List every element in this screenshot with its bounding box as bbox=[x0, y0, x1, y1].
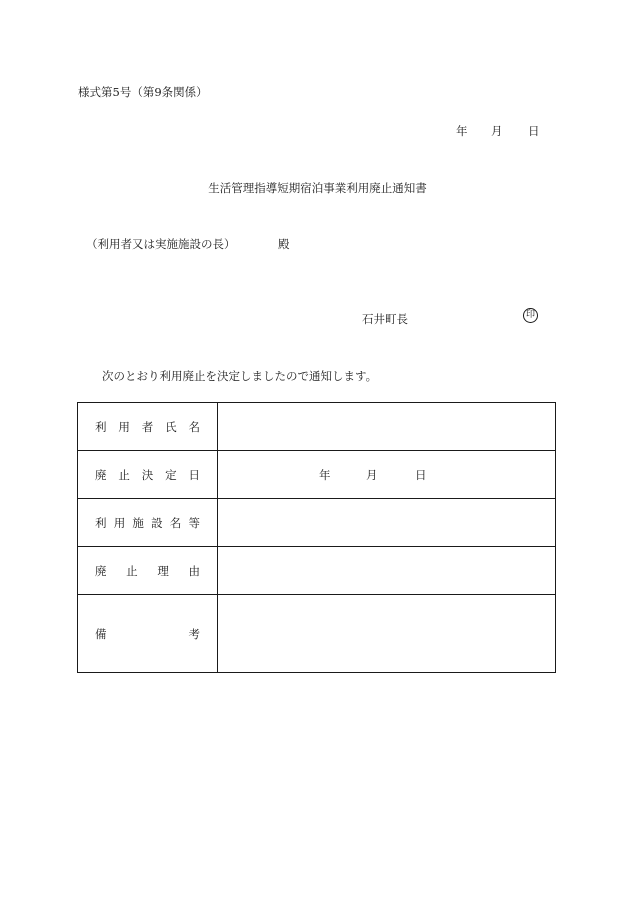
label-char: 考 bbox=[188, 626, 200, 641]
label-char: 名 bbox=[188, 419, 200, 434]
row-label-facility-name bbox=[78, 499, 218, 547]
label-char: 氏 bbox=[165, 419, 177, 434]
label-char: 利 bbox=[95, 419, 107, 434]
label-char: 名 bbox=[169, 515, 182, 530]
date-day-label: 日 bbox=[528, 124, 540, 138]
date-month-label: 月 bbox=[491, 124, 503, 138]
table-row bbox=[78, 451, 556, 499]
user-name-value-cell[interactable] bbox=[218, 403, 556, 451]
row-label-user-name bbox=[78, 403, 218, 451]
decision-date-month: 月 bbox=[366, 467, 378, 482]
label-char: 止 bbox=[118, 467, 130, 482]
form-number: 様式第5号（第9条関係） bbox=[78, 85, 208, 99]
label-char: 止 bbox=[126, 563, 138, 578]
reason-value-cell[interactable] bbox=[218, 547, 556, 595]
sender-label: 石井町長 bbox=[362, 312, 408, 326]
row-label-reason bbox=[78, 547, 218, 595]
decision-date-value-cell[interactable] bbox=[218, 451, 556, 499]
label-char: 用 bbox=[118, 419, 130, 434]
table-row bbox=[78, 595, 556, 673]
table-row bbox=[78, 547, 556, 595]
label-char: 廃 bbox=[95, 563, 107, 578]
label-char: 利 bbox=[95, 515, 107, 530]
table-row bbox=[78, 499, 556, 547]
row-label-decision-date bbox=[78, 451, 218, 499]
label-char: 定 bbox=[165, 467, 177, 482]
date-year-label: 年 bbox=[456, 124, 468, 138]
label-char: 廃 bbox=[95, 467, 107, 482]
label-char: 日 bbox=[188, 467, 200, 482]
info-table bbox=[77, 402, 556, 673]
label-char: 施 bbox=[132, 515, 144, 530]
label-char: 決 bbox=[141, 467, 154, 482]
row-label-remarks bbox=[78, 595, 218, 673]
label-char: 由 bbox=[188, 563, 200, 578]
label-char: 設 bbox=[151, 515, 163, 530]
label-char: 用 bbox=[113, 515, 126, 530]
document-title: 生活管理指導短期宿泊事業利用廃止通知書 bbox=[208, 181, 427, 195]
label-char: 備 bbox=[95, 626, 107, 641]
body-text: 次のとおり利用廃止を決定しましたので通知します。 bbox=[102, 369, 378, 383]
remarks-value-cell[interactable] bbox=[218, 595, 556, 673]
decision-date-year: 年 bbox=[319, 467, 331, 482]
label-char: 者 bbox=[141, 419, 154, 434]
table-row bbox=[78, 403, 556, 451]
seal-mark: 印 bbox=[523, 308, 538, 323]
addressee-honorific: 殿 bbox=[278, 237, 290, 251]
decision-date-day: 日 bbox=[415, 467, 427, 482]
label-char: 等 bbox=[188, 515, 200, 530]
facility-name-value-cell[interactable] bbox=[218, 499, 556, 547]
addressee-label: （利用者又は実施施設の長） bbox=[86, 237, 236, 251]
label-char: 理 bbox=[157, 563, 169, 578]
